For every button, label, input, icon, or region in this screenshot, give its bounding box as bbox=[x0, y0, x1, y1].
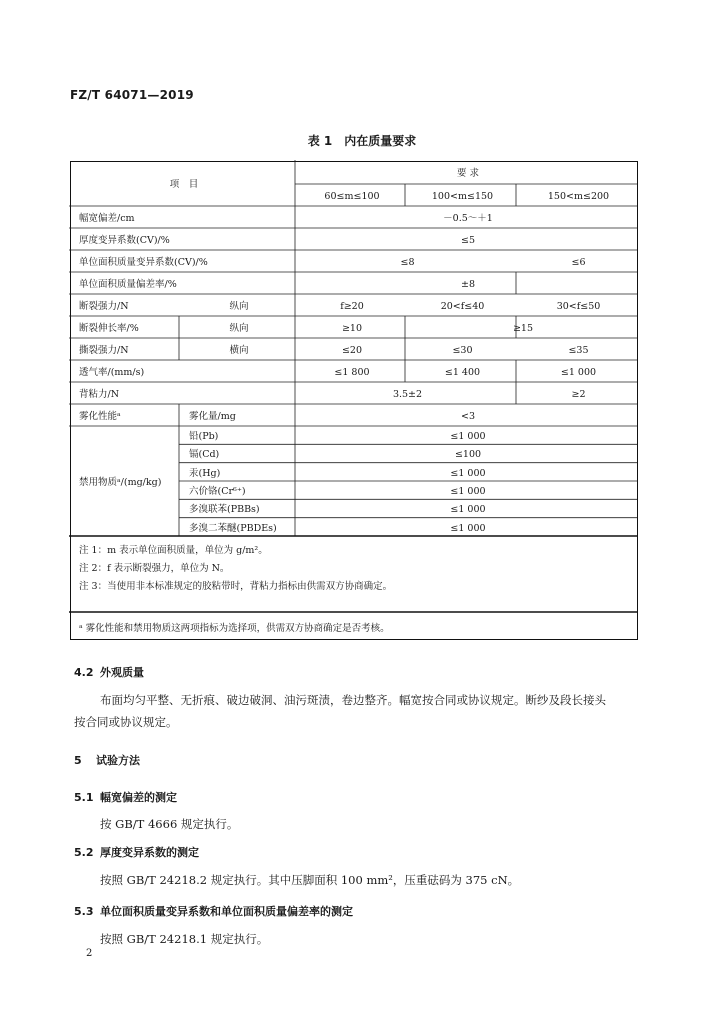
section-5-3-text: 按照 GB/T 24218.1 规定执行。 bbox=[100, 932, 269, 946]
section-5-2-number: 5.2 bbox=[74, 846, 94, 859]
value-mass-cv-2: ≤6 bbox=[571, 257, 586, 268]
value-adhesion-1: 3.5±2 bbox=[392, 389, 423, 400]
section-5-heading bbox=[74, 752, 140, 768]
section-5-3-title: 单位面积质量变异系数和单位面积质量偏差率的测定 bbox=[100, 905, 353, 918]
section-4-2-number: 4.2 bbox=[74, 666, 94, 679]
value-adhesion-2: ≥2 bbox=[571, 389, 586, 400]
value-break-strength-1: f≥20 bbox=[340, 301, 364, 312]
standard-code: FZ/T 64071—2019 bbox=[70, 88, 194, 102]
value-lead: ≤1 000 bbox=[450, 431, 486, 442]
footnote-a: ᵃ 雾化性能和禁用物质这两项指标为选择项，供需双方协商确定是否考核。 bbox=[79, 623, 390, 634]
section-5-2-heading bbox=[74, 844, 199, 860]
section-4-2-heading bbox=[74, 664, 144, 680]
value-width-deviation: －0.5～＋1 bbox=[443, 213, 493, 224]
row-label-adhesion: 背粘力/N bbox=[79, 389, 120, 400]
dir-tear-strength: 横向 bbox=[229, 345, 249, 356]
sub-label-pbbs: 多溴联苯(PBBs) bbox=[189, 504, 260, 516]
section-5-3-heading bbox=[74, 903, 353, 919]
note-3: 注 3：当使用非本标准规定的胶粘带时，背粘力指标由供需双方协商确定。 bbox=[79, 581, 393, 592]
section-5-2-title: 厚度变异系数的测定 bbox=[100, 846, 199, 859]
section-4-2-text-line-2: 按合同或协议规定。 bbox=[74, 715, 178, 729]
sub-label-lead: 铅(Pb) bbox=[189, 431, 219, 442]
sub-label-mercury: 汞(Hg) bbox=[189, 467, 221, 479]
value-chromium: ≤1 000 bbox=[450, 486, 486, 497]
value-air-permeability-3: ≤1 000 bbox=[560, 367, 597, 378]
row-label-mass-cv: 单位面积质量变异系数(CV)/% bbox=[79, 257, 208, 268]
row-label-banned: 禁用物质ᵃ/(mg/kg) bbox=[79, 477, 162, 488]
sub-label-cadmium: 镉(Cd) bbox=[189, 449, 220, 461]
section-5-1-title: 幅宽偏差的测定 bbox=[100, 791, 177, 804]
page-number: 2 bbox=[86, 948, 93, 959]
value-cadmium: ≤100 bbox=[454, 449, 482, 461]
section-5-1-text: 按 GB/T 4666 规定执行。 bbox=[100, 817, 239, 831]
dir-elongation: 纵向 bbox=[229, 323, 249, 334]
row-label-tear-strength: 撕裂强力/N bbox=[79, 345, 129, 356]
section-5-1-heading bbox=[74, 789, 177, 805]
sub-label-pbdes: 多溴二苯醚(PBDEs) bbox=[189, 522, 277, 534]
value-tear-strength-3: ≤35 bbox=[568, 345, 589, 356]
value-elongation-1: ≥10 bbox=[341, 323, 363, 334]
value-elongation-2: ≥15 bbox=[512, 323, 534, 334]
row-label-air-permeability: 透气率/(mm/s) bbox=[79, 367, 145, 378]
value-pbdes: ≤1 000 bbox=[450, 522, 486, 534]
section-4-2-text-line-1: 布面均匀平整、无折痕、破边破洞、油污斑渍，卷边整齐。幅宽按合同或协议规定。断纱及段长接头 bbox=[100, 693, 606, 707]
row-label-fogging: 雾化性能ᵃ bbox=[79, 411, 121, 422]
range-header-1: 60≤m≤100 bbox=[324, 191, 380, 202]
item-header: 项 目 bbox=[169, 179, 199, 190]
sub-label-fogging: 雾化量/mg bbox=[189, 411, 236, 422]
value-mass-deviation: ±8 bbox=[460, 279, 475, 290]
section-5-title: 试验方法 bbox=[96, 754, 140, 767]
row-label-width-deviation: 幅宽偏差/cm bbox=[79, 213, 135, 224]
range-header-2: 100<m≤150 bbox=[431, 191, 494, 202]
row-label-mass-deviation: 单位面积质量偏差率/% bbox=[79, 279, 177, 290]
value-thickness-cv: ≤5 bbox=[460, 235, 475, 246]
note-2: 注 2：f 表示断裂强力，单位为 N。 bbox=[79, 563, 230, 574]
value-break-strength-3: 30<f≤50 bbox=[556, 301, 601, 312]
section-5-1-number: 5.1 bbox=[74, 791, 94, 804]
value-tear-strength-2: ≤30 bbox=[452, 345, 473, 356]
note-1: 注 1：m 表示单位面积质量，单位为 g/m²。 bbox=[79, 545, 268, 556]
value-mass-cv-1: ≤8 bbox=[400, 257, 415, 268]
section-5-3-number: 5.3 bbox=[74, 905, 94, 918]
value-tear-strength-1: ≤20 bbox=[341, 345, 363, 356]
section-5-number: 5 bbox=[74, 754, 82, 767]
table-title: 表 1 内在质量要求 bbox=[307, 134, 417, 148]
value-mercury: ≤1 000 bbox=[450, 467, 486, 479]
sub-label-chromium: 六价铬(Cr⁶⁺) bbox=[189, 486, 246, 497]
section-4-2-title: 外观质量 bbox=[100, 666, 144, 679]
dir-break-strength: 纵向 bbox=[229, 301, 249, 312]
value-pbbs: ≤1 000 bbox=[450, 504, 486, 516]
value-air-permeability-2: ≤1 400 bbox=[444, 367, 481, 378]
section-5-2-text: 按照 GB/T 24218.2 规定执行。其中压脚面积 100 mm²，压重砝码为 375 cN。 bbox=[100, 873, 520, 887]
row-label-thickness-cv: 厚度变异系数(CV)/% bbox=[79, 235, 170, 246]
value-break-strength-2: 20<f≤40 bbox=[440, 301, 485, 312]
requirement-header: 要 求 bbox=[456, 168, 480, 179]
range-header-3: 150<m≤200 bbox=[547, 191, 610, 202]
quality-requirements-table bbox=[70, 161, 638, 640]
row-label-elongation: 断裂伸长率/% bbox=[79, 323, 139, 334]
row-label-break-strength: 断裂强力/N bbox=[79, 301, 129, 312]
value-air-permeability-1: ≤1 800 bbox=[334, 367, 370, 378]
value-fogging: <3 bbox=[460, 411, 475, 422]
